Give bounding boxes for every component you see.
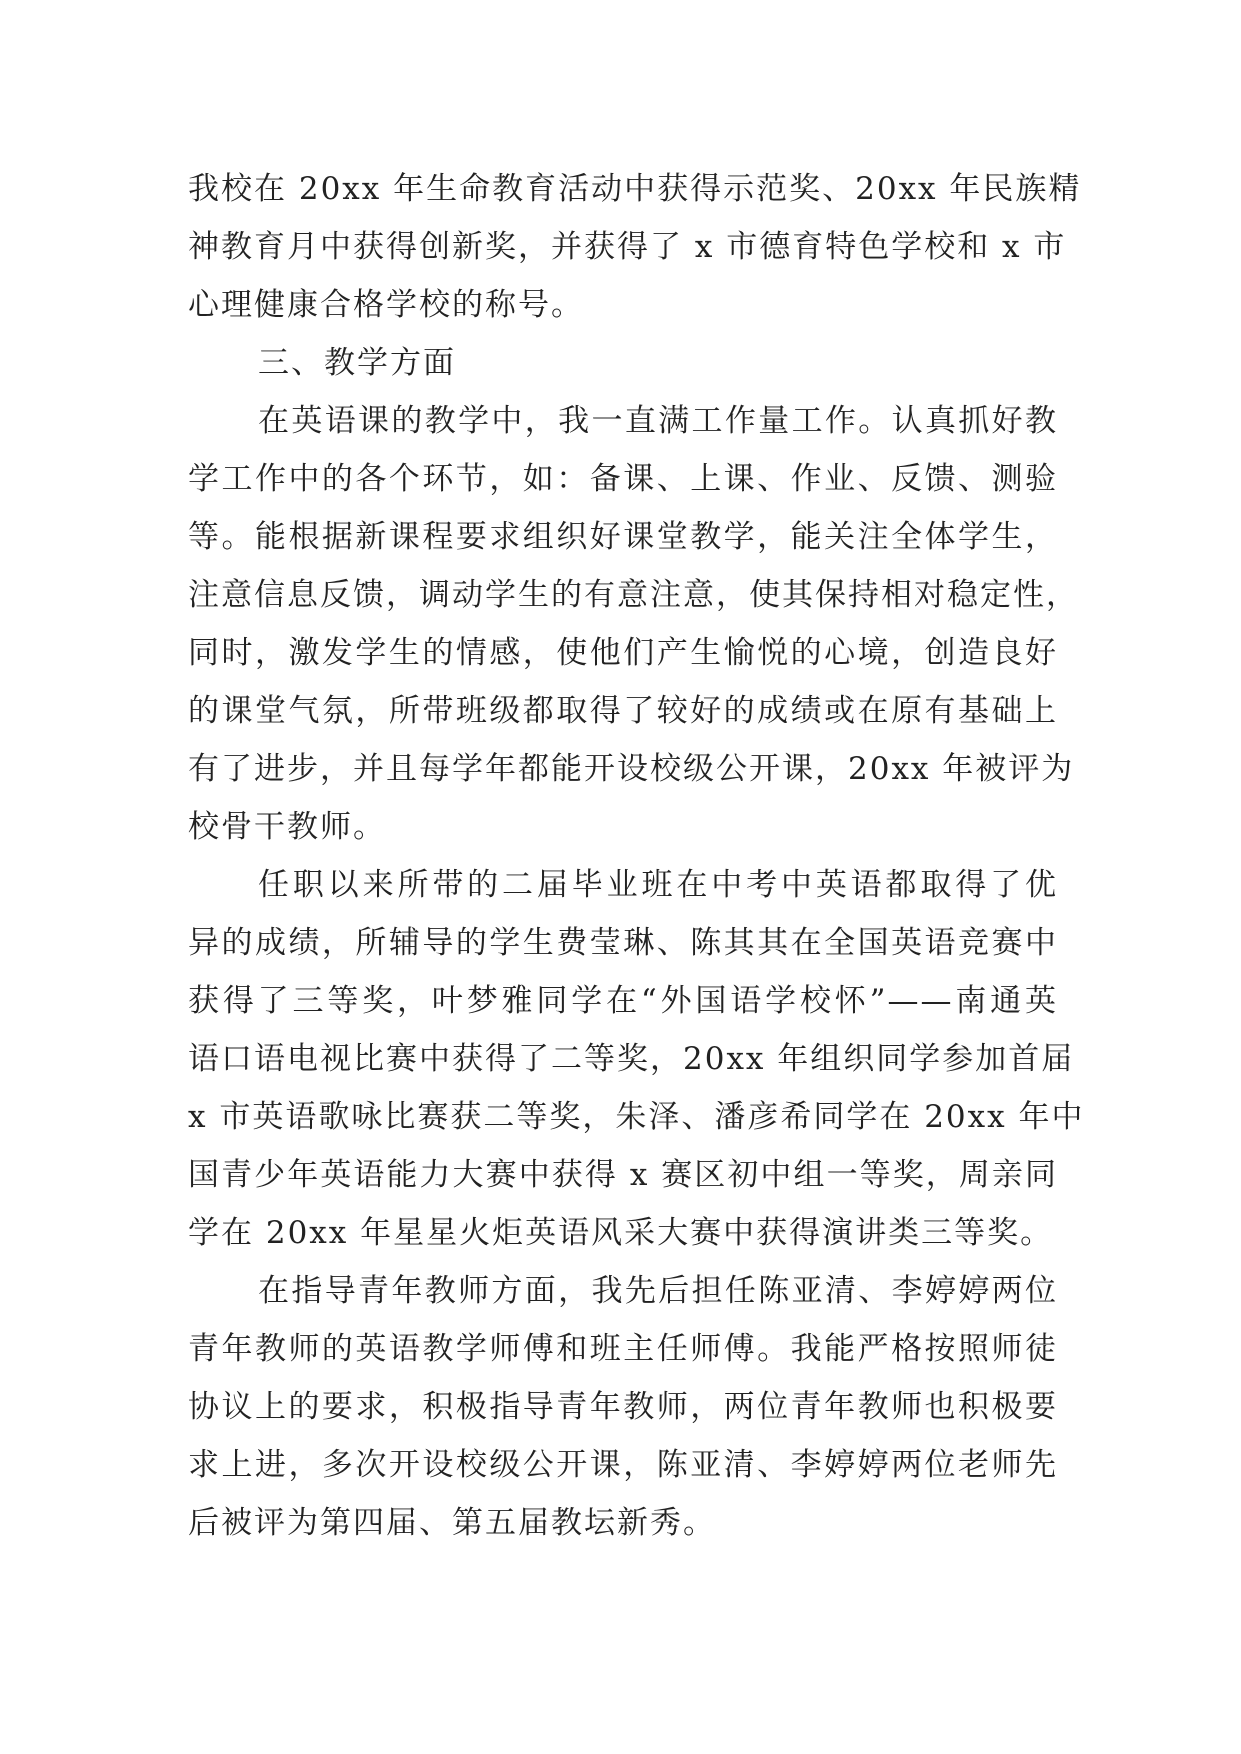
paragraph-student-achievements: [188, 856, 1085, 1262]
text-line: 等。能根据新课程要求组织好课堂教学，能关注全体学生，: [188, 519, 1058, 555]
paragraph-english-teaching: [188, 392, 1079, 856]
text-line: 协议上的要求，积极指导青年教师，两位青年教师也积极要: [188, 1389, 1058, 1425]
text-line: 在英语课的教学中，我一直满工作量工作。认真抓好教: [258, 403, 1058, 439]
text-line: 校骨干教师。: [188, 809, 386, 845]
text-line: 神教育月中获得创新奖，并获得了 x 市德育特色学校和 x 市: [188, 229, 1067, 265]
text-line: 异的成绩，所辅导的学生费莹琳、陈其其在全国英语竞赛中: [188, 925, 1058, 961]
section-heading-teaching: [188, 334, 1058, 392]
text-line: 有了进步，并且每学年都能开设校级公开课，20xx 年被评为: [188, 751, 1075, 787]
text-line: 后被评为第四届、第五届教坛新秀。: [188, 1505, 716, 1541]
text-line: 学在 20xx 年星星火炬英语风采大赛中获得演讲类三等奖。: [188, 1215, 1054, 1251]
section-heading: 三、教学方面: [258, 345, 456, 381]
text-line: 同时，激发学生的情感，使他们产生愉悦的心境，创造良好: [188, 635, 1058, 671]
text-line: 任职以来所带的二届毕业班在中考中英语都取得了优: [258, 867, 1058, 903]
paragraph-mentoring: [188, 1262, 1058, 1552]
text-line: 国青少年英语能力大赛中获得 x 赛区初中组一等奖，周亲同: [188, 1157, 1058, 1193]
text-line: 的课堂气氛，所带班级都取得了较好的成绩或在原有基础上: [188, 693, 1058, 729]
document-body: [188, 160, 1085, 1552]
text-line: 求上进，多次开设校级公开课，陈亚清、李婷婷两位老师先: [188, 1447, 1058, 1483]
text-line: 语口语电视比赛中获得了二等奖，20xx 年组织同学参加首届: [188, 1041, 1075, 1077]
text-line: x 市英语歌咏比赛获二等奖，朱泽、潘彦希同学在 20xx 年中: [188, 1099, 1085, 1135]
text-line: 心理健康合格学校的称号。: [188, 287, 584, 323]
text-line: 学工作中的各个环节，如：备课、上课、作业、反馈、测验: [188, 461, 1058, 497]
text-line: 获得了三等奖，叶梦雅同学在“外国语学校怀”——南通英: [188, 983, 1058, 1019]
text-line: 在指导青年教师方面，我先后担任陈亚清、李婷婷两位: [258, 1273, 1058, 1309]
text-line: 青年教师的英语教学师傅和班主任师傅。我能严格按照师徒: [188, 1331, 1058, 1367]
text-line: 注意信息反馈，调动学生的有意注意，使其保持相对稳定性，: [188, 577, 1079, 613]
text-line: 我校在 20xx 年生命教育活动中获得示范奖、20xx 年民族精: [188, 171, 1082, 207]
paragraph-awards-intro: [188, 160, 1082, 334]
